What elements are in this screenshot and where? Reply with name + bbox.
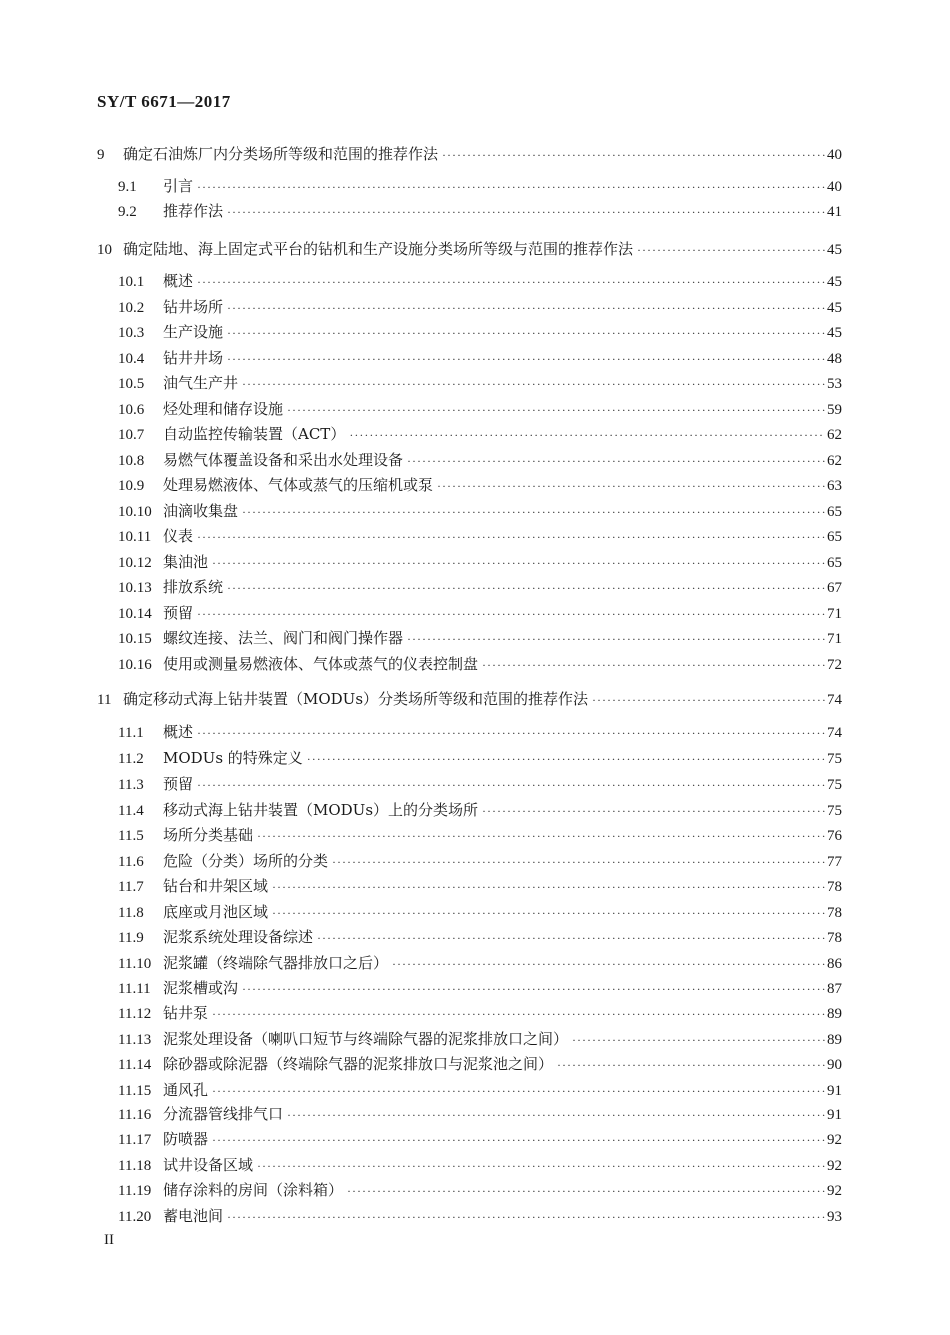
toc-entry-page: 71 <box>827 606 842 622</box>
toc-leader-dots <box>392 953 825 975</box>
toc-entry-page: 45 <box>827 242 842 258</box>
toc-entry-title: 引言 <box>163 177 194 195</box>
toc-section-entry[interactable] <box>118 525 842 547</box>
toc-leader-dots <box>592 689 825 711</box>
toc-entry-page: 78 <box>827 879 842 895</box>
toc-entry-title: 概述 <box>163 723 194 741</box>
toc-entry-title: 底座或月池区域 <box>163 903 269 921</box>
toc-section-entry[interactable] <box>118 372 842 394</box>
toc-entry-title: 钻井井场 <box>163 349 224 367</box>
toc-entry-title: 储存涂料的房间（涂料箱） <box>163 1181 344 1199</box>
toc-section-entry[interactable] <box>118 1103 842 1125</box>
toc-entry-page: 78 <box>827 905 842 921</box>
toc-section-entry[interactable] <box>118 773 842 795</box>
toc-entry-number: 10.6 <box>118 402 145 418</box>
toc-entry-number: 10.12 <box>118 555 152 571</box>
toc-leader-dots <box>349 424 825 446</box>
toc-entry-number: 10.14 <box>118 606 152 622</box>
toc-section-entry[interactable] <box>118 551 842 573</box>
toc-section-entry[interactable] <box>118 1079 842 1101</box>
toc-leader-dots <box>227 577 825 599</box>
toc-section-entry[interactable] <box>118 449 842 471</box>
toc-entry-number: 10.4 <box>118 351 145 367</box>
toc-entry-number: 10.1 <box>118 274 145 290</box>
toc-section-entry[interactable] <box>118 200 842 222</box>
toc-entry-title: 场所分类基础 <box>163 826 254 844</box>
toc-section-entry[interactable] <box>118 952 842 974</box>
toc-entry-title: 油滴收集盘 <box>163 502 239 520</box>
toc-leader-dots <box>212 1080 825 1102</box>
toc-leader-dots <box>287 399 825 421</box>
toc-entry-page: 45 <box>827 274 842 290</box>
toc-section-entry[interactable] <box>118 627 842 649</box>
toc-leader-dots <box>257 825 825 847</box>
toc-entry-page: 76 <box>827 828 842 844</box>
toc-leader-dots <box>572 1029 825 1051</box>
toc-section-entry[interactable] <box>118 175 842 197</box>
toc-entry-title: 泥浆罐（终端除气器排放口之后） <box>163 954 389 972</box>
toc-entry-page: 45 <box>827 325 842 341</box>
toc-leader-dots <box>347 1180 825 1202</box>
toc-entry-page: 41 <box>827 204 842 220</box>
toc-entry-number: 11.14 <box>118 1057 152 1073</box>
toc-entry-title: 自动监控传输装置（ACT） <box>163 425 346 443</box>
toc-chapter-entry[interactable] <box>97 688 842 710</box>
toc-leader-dots <box>227 201 825 223</box>
toc-entry-title: 防喷器 <box>163 1130 209 1148</box>
toc-entry-number: 11.19 <box>118 1183 152 1199</box>
toc-entry-number: 11.8 <box>118 905 144 921</box>
toc-leader-dots <box>442 144 825 166</box>
toc-section-entry[interactable] <box>118 398 842 420</box>
toc-entry-number: 11.1 <box>118 725 144 741</box>
toc-entry-number: 11.18 <box>118 1158 152 1174</box>
toc-entry-page: 77 <box>827 854 842 870</box>
toc-entry-title: 除砂器或除泥器（终端除气器的泥浆排放口与泥浆池之间） <box>163 1055 554 1073</box>
toc-section-entry[interactable] <box>118 1053 842 1075</box>
toc-section-entry[interactable] <box>118 474 842 496</box>
toc-section-entry[interactable] <box>118 1128 842 1150</box>
toc-section-entry[interactable] <box>118 653 842 675</box>
toc-entry-page: 62 <box>827 453 842 469</box>
toc-entry-page: 62 <box>827 427 842 443</box>
toc-leader-dots <box>482 654 825 676</box>
toc-leader-dots <box>257 1155 825 1177</box>
toc-entry-page: 92 <box>827 1183 842 1199</box>
toc-entry-page: 72 <box>827 657 842 673</box>
toc-entry-number: 11.11 <box>118 981 151 997</box>
toc-leader-dots <box>197 271 825 293</box>
toc-section-entry[interactable] <box>118 1205 842 1227</box>
toc-entry-title: 使用或测量易燃液体、气体或蒸气的仪表控制盘 <box>163 655 479 673</box>
toc-entry-title: 油气生产井 <box>163 374 239 392</box>
toc-leader-dots <box>317 927 825 949</box>
toc-entry-title: 移动式海上钻井装置（MODUs）上的分类场所 <box>163 801 479 819</box>
toc-section-entry[interactable] <box>118 799 842 821</box>
toc-entry-number: 10.10 <box>118 504 152 520</box>
toc-leader-dots <box>227 322 825 344</box>
toc-entry-number: 11.7 <box>118 879 144 895</box>
toc-leader-dots <box>197 603 825 625</box>
toc-entry-title: 螺纹连接、法兰、阀门和阀门操作器 <box>163 629 404 647</box>
toc-entry-number: 10.3 <box>118 325 145 341</box>
toc-entry-page: 74 <box>827 692 842 708</box>
toc-section-entry[interactable] <box>118 296 842 318</box>
toc-entry-title: 概述 <box>163 272 194 290</box>
toc-entry-number: 11.5 <box>118 828 144 844</box>
toc-entry-number: 11.20 <box>118 1209 152 1225</box>
toc-entry-page: 75 <box>827 803 842 819</box>
toc-entry-page: 87 <box>827 981 842 997</box>
toc-section-entry[interactable] <box>118 321 842 343</box>
toc-section-entry[interactable] <box>118 747 842 769</box>
toc-leader-dots <box>437 475 825 497</box>
toc-entry-number: 11.6 <box>118 854 144 870</box>
toc-entry-number: 10.9 <box>118 478 145 494</box>
toc-entry-number: 10.11 <box>118 529 152 545</box>
toc-section-entry[interactable] <box>118 1179 842 1201</box>
toc-leader-dots <box>272 876 825 898</box>
toc-entry-number: 11.17 <box>118 1132 152 1148</box>
toc-entry-title: 钻井场所 <box>163 298 224 316</box>
toc-entry-number: 11.9 <box>118 930 144 946</box>
toc-section-entry[interactable] <box>118 347 842 369</box>
toc-entry-title: 集油池 <box>163 553 209 571</box>
toc-entry-number: 10.2 <box>118 300 145 316</box>
toc-entry-title: 泥浆处理设备（喇叭口短节与终端除气器的泥浆排放口之间） <box>163 1030 569 1048</box>
toc-entry-page: 59 <box>827 402 842 418</box>
toc-leader-dots <box>482 800 825 822</box>
toc-entry-number: 11.16 <box>118 1107 152 1123</box>
toc-chapter-entry[interactable] <box>97 238 842 260</box>
toc-entry-page: 86 <box>827 956 842 972</box>
toc-entry-title: 通风孔 <box>163 1081 209 1099</box>
toc-entry-page: 89 <box>827 1006 842 1022</box>
toc-leader-dots <box>407 450 825 472</box>
toc-section-entry[interactable] <box>118 1028 842 1050</box>
toc-section-entry[interactable] <box>118 602 842 624</box>
toc-entry-title: 排放系统 <box>163 578 224 596</box>
toc-entry-number: 11.3 <box>118 777 144 793</box>
toc-leader-dots <box>307 748 825 770</box>
toc-entry-number: 11.12 <box>118 1006 152 1022</box>
toc-entry-number: 10.15 <box>118 631 152 647</box>
toc-leader-dots <box>407 628 825 650</box>
toc-entry-number: 10.16 <box>118 657 152 673</box>
toc-section-entry[interactable] <box>118 926 842 948</box>
toc-entry-number: 11.15 <box>118 1083 152 1099</box>
toc-entry-page: 92 <box>827 1132 842 1148</box>
toc-entry-title: 钻台和井架区域 <box>163 877 269 895</box>
standard-code: SY/T 6671—2017 <box>97 92 231 111</box>
toc-leader-dots <box>332 851 825 873</box>
toc-entry-number: 11 <box>97 692 112 708</box>
toc-entry-title: 确定石油炼厂内分类场所等级和范围的推荐作法 <box>123 145 439 163</box>
toc-entry-title: 泥浆槽或沟 <box>163 979 239 997</box>
toc-leader-dots <box>212 1003 825 1025</box>
toc-section-entry[interactable] <box>118 270 842 292</box>
toc-entry-number: 10.13 <box>118 580 152 596</box>
toc-section-entry[interactable] <box>118 1002 842 1024</box>
toc-leader-dots <box>227 348 825 370</box>
toc-leader-dots <box>272 902 825 924</box>
toc-entry-page: 90 <box>827 1057 842 1073</box>
toc-entry-number: 11.10 <box>118 956 152 972</box>
toc-section-entry[interactable] <box>118 423 842 445</box>
toc-entry-number: 10.7 <box>118 427 145 443</box>
toc-entry-number: 11.2 <box>118 751 144 767</box>
toc-entry-page: 67 <box>827 580 842 596</box>
toc-entry-page: 89 <box>827 1032 842 1048</box>
toc-entry-page: 92 <box>827 1158 842 1174</box>
toc-section-entry[interactable] <box>118 576 842 598</box>
toc-entry-title: 烃处理和储存设施 <box>163 400 284 418</box>
toc-entry-page: 53 <box>827 376 842 392</box>
toc-entry-page: 75 <box>827 777 842 793</box>
toc-entry-page: 74 <box>827 725 842 741</box>
toc-leader-dots <box>197 774 825 796</box>
toc-entry-title: 推荐作法 <box>163 202 224 220</box>
toc-entry-title: 生产设施 <box>163 323 224 341</box>
toc-entry-title: 仪表 <box>163 527 194 545</box>
toc-entry-title: 确定陆地、海上固定式平台的钻机和生产设施分类场所等级与范围的推荐作法 <box>123 240 634 258</box>
toc-entry-page: 65 <box>827 504 842 520</box>
toc-chapter-entry[interactable] <box>97 143 842 165</box>
toc-leader-dots <box>212 552 825 574</box>
toc-entry-number: 10.5 <box>118 376 145 392</box>
toc-entry-title: 蓄电池间 <box>163 1207 224 1225</box>
toc-section-entry[interactable] <box>118 824 842 846</box>
toc-leader-dots <box>287 1104 825 1126</box>
toc-entry-page: 91 <box>827 1107 842 1123</box>
toc-entry-title: 分流器管线排气口 <box>163 1105 284 1123</box>
toc-entry-page: 40 <box>827 179 842 195</box>
toc-entry-title: 钻井泵 <box>163 1004 209 1022</box>
toc-entry-title: 处理易燃液体、气体或蒸气的压缩机或泵 <box>163 476 434 494</box>
toc-leader-dots <box>197 722 825 744</box>
toc-entry-page: 65 <box>827 555 842 571</box>
page-number: II <box>104 1232 114 1248</box>
toc-section-entry[interactable] <box>118 977 842 999</box>
toc-entry-page: 48 <box>827 351 842 367</box>
toc-leader-dots <box>197 176 825 198</box>
toc-leader-dots <box>227 297 825 319</box>
toc-entry-page: 78 <box>827 930 842 946</box>
toc-entry-page: 91 <box>827 1083 842 1099</box>
toc-section-entry[interactable] <box>118 1154 842 1176</box>
toc-leader-dots <box>242 978 825 1000</box>
toc-entry-page: 40 <box>827 147 842 163</box>
toc-entry-title: MODUs 的特殊定义 <box>163 749 303 767</box>
toc-entry-number: 11.4 <box>118 803 144 819</box>
toc-section-entry[interactable] <box>118 721 842 743</box>
toc-entry-number: 9.2 <box>118 204 137 220</box>
toc-leader-dots <box>227 1206 825 1228</box>
toc-entry-title: 试井设备区域 <box>163 1156 254 1174</box>
toc-entry-number: 9 <box>97 147 105 163</box>
toc-entry-title: 预留 <box>163 775 194 793</box>
toc-leader-dots <box>212 1129 825 1151</box>
toc-entry-page: 65 <box>827 529 842 545</box>
toc-entry-page: 71 <box>827 631 842 647</box>
toc-entry-number: 9.1 <box>118 179 137 195</box>
toc-entry-title: 泥浆系统处理设备综述 <box>163 928 314 946</box>
toc-section-entry[interactable] <box>118 850 842 872</box>
toc-entry-number: 11.13 <box>118 1032 152 1048</box>
toc-entry-number: 10 <box>97 242 112 258</box>
toc-entry-title: 危险（分类）场所的分类 <box>163 852 329 870</box>
toc-leader-dots <box>637 239 825 261</box>
toc-entry-number: 10.8 <box>118 453 145 469</box>
toc-entry-page: 45 <box>827 300 842 316</box>
toc-entry-title: 确定移动式海上钻井装置（MODUs）分类场所等级和范围的推荐作法 <box>123 690 589 708</box>
toc-entry-title: 易燃气体覆盖设备和采出水处理设备 <box>163 451 404 469</box>
toc-entry-title: 预留 <box>163 604 194 622</box>
toc-section-entry[interactable] <box>118 901 842 923</box>
toc-leader-dots <box>557 1054 825 1076</box>
toc-leader-dots <box>242 501 825 523</box>
toc-leader-dots <box>197 526 825 548</box>
toc-entry-page: 63 <box>827 478 842 494</box>
toc-leader-dots <box>242 373 825 395</box>
toc-entry-page: 75 <box>827 751 842 767</box>
toc-entry-page: 93 <box>827 1209 842 1225</box>
toc-section-entry[interactable] <box>118 500 842 522</box>
toc-section-entry[interactable] <box>118 875 842 897</box>
